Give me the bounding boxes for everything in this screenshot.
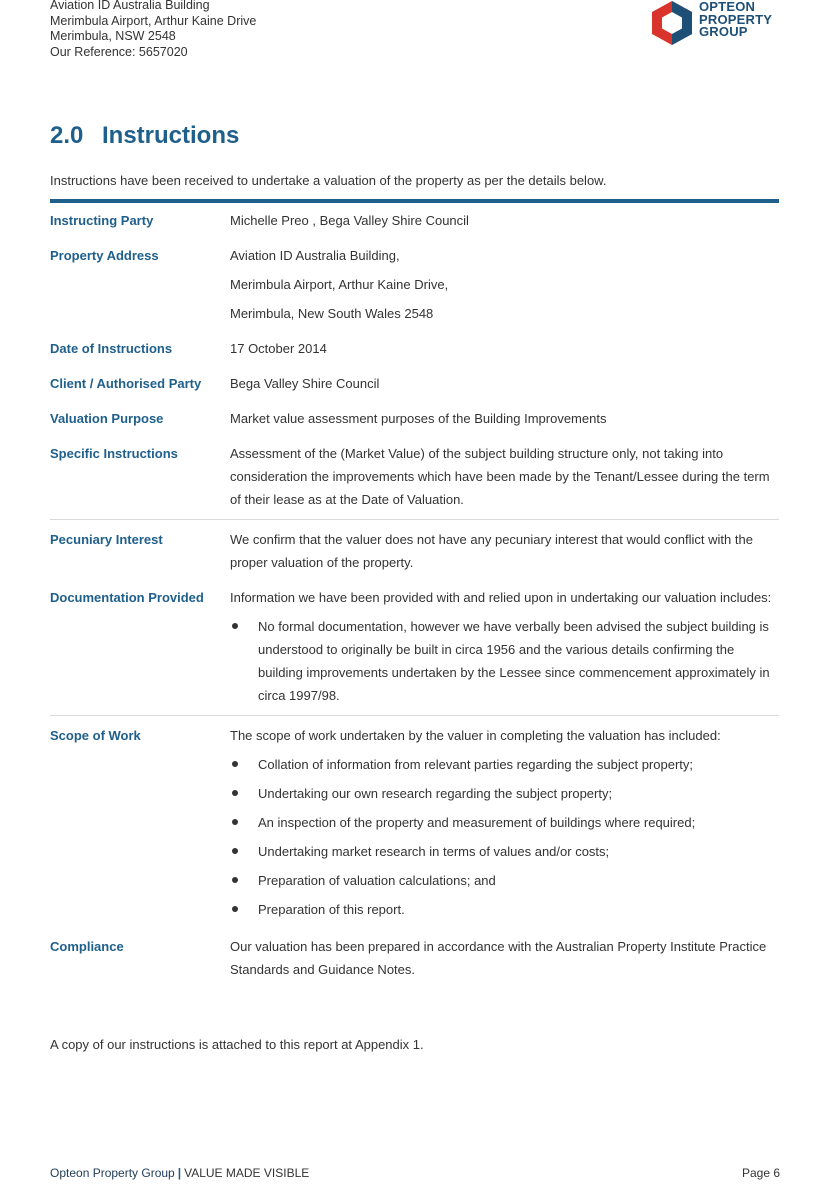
list-item: Preparation of this report. <box>230 898 779 921</box>
row-valuation-purpose: Valuation Purpose Market value assessment purposes of the Building Improvements <box>50 411 607 426</box>
list-item: Undertaking market research in terms of values and/or costs; <box>230 840 779 863</box>
intro-text: Instructions have been received to undertake a valuation of the property as per the details below. <box>50 173 607 188</box>
section-heading <box>50 122 239 150</box>
row-documentation: Documentation Provided Information we have been provided with and relied upon in undertaking our valuation includes: No formal documentation, however we have verbally been advised the subject building is understood to originally be built in circa 1956 and the various details confirming the building improvements undertaken by the Lessee since commencement approximately in circa 1997/98. <box>50 586 779 716</box>
list-item: Collation of information from relevant parties regarding the subject property; <box>230 753 779 776</box>
row-specific-instructions: Specific Instructions Assessment of the (Market Value) of the subject building structure only, not taking into consideration the improvements which have been made by the Tenant/Lessee during the term of their lease as at the Date of Valuation. <box>50 442 779 520</box>
header-address-line: Aviation ID Australia Building <box>50 0 210 12</box>
closing-text: A copy of our instructions is attached to this report at Appendix 1. <box>50 1037 424 1052</box>
row-scope-of-work: Scope of Work The scope of work undertaken by the valuer in completing the valuation has included: Collation of information from relevant parties regarding the subject property; Undertaking our own research regarding the subject property; An inspection of the property and measurement of buildings where required; Undertaking market research in terms of values and/or costs; Preparation of valuation calculations; and Preparation of this report. <box>50 724 779 935</box>
list-item: Undertaking our own research regarding the subject property; <box>230 782 779 805</box>
header-reference: Our Reference: 5657020 <box>50 44 188 59</box>
header-address-line: Merimbula, NSW 2548 <box>50 29 176 44</box>
footer-brand <box>50 1166 309 1180</box>
logo-hexagon-icon <box>650 0 694 46</box>
row-compliance: Compliance Our valuation has been prepared in accordance with the Australian Property Institute Practice Standards and Guidance Notes. <box>50 939 767 977</box>
footer-separator: | <box>177 1166 182 1180</box>
list-item: An inspection of the property and measurement of buildings where required; <box>230 811 779 834</box>
section-rule <box>50 199 779 203</box>
header-address <box>50 0 256 60</box>
row-client: Client / Authorised Party Bega Valley Shire Council <box>50 376 380 391</box>
list-item: No formal documentation, however we have verbally been advised the subject building is understood to originally be built in circa 1956 and the various details confirming the building improvements undertaken by the Lessee since commencement approximately in circa 1997/98. <box>230 615 779 707</box>
opteon-logo <box>650 0 785 48</box>
row-instructing-party: Instructing Party Michelle Preo , Bega Valley Shire Council <box>50 213 469 228</box>
row-date-of-instructions: Date of Instructions 17 October 2014 <box>50 341 327 356</box>
instructions-table <box>50 209 779 993</box>
page-number: Page 6 <box>742 1166 781 1180</box>
list-item: Preparation of valuation calculations; and <box>230 869 779 892</box>
footer-company: Opteon Property Group <box>50 1166 175 1180</box>
documentation-list <box>230 615 779 707</box>
footer-tagline: VALUE MADE VISIBLE <box>184 1166 310 1180</box>
section-number: 2.0 <box>50 122 84 149</box>
logo-wordmark: OPTEON PROPERTY GROUP <box>699 0 773 39</box>
header-address-line: Merimbula Airport, Arthur Kaine Drive <box>50 13 257 28</box>
section-title: Instructions <box>102 122 240 149</box>
scope-list <box>230 753 779 921</box>
row-property-address: Property Address Aviation ID Australia Building, Merimbula Airport, Arthur Kaine Drive, Merimbula, New South Wales 2548 <box>50 248 449 321</box>
row-pecuniary-interest: Pecuniary Interest We confirm that the valuer does not have any pecuniary interest that would conflict with the proper valuation of the property. <box>50 532 753 570</box>
